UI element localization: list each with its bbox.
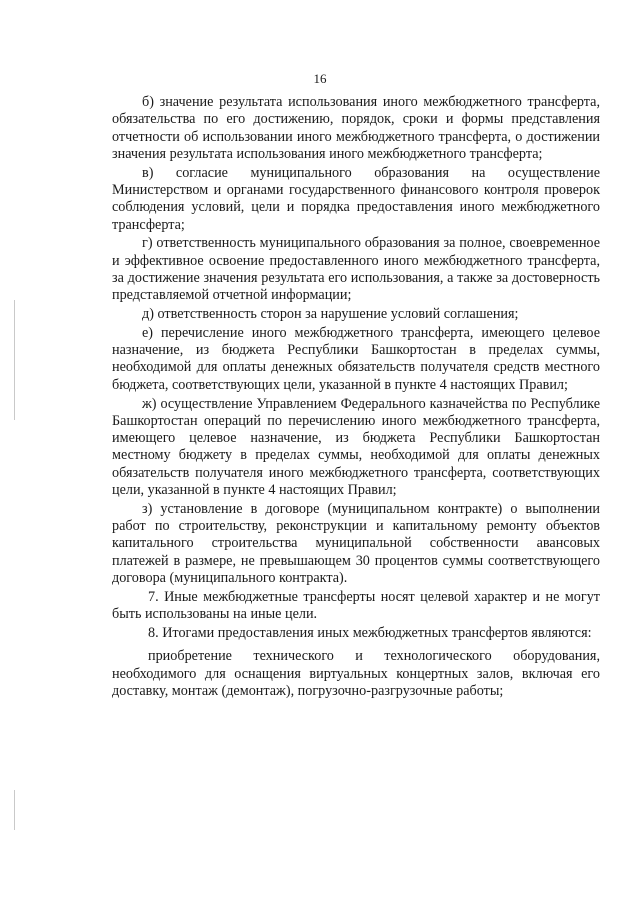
paragraph-b: б) значение результата использования иного межбюджетного трансферта, обязательства по его достижению, порядок, сроки и формы представления отчетности об использовании иного межбюджетного трансферта, о достижении значения результата использования иного межбюджетного трансферта; (112, 94, 600, 162)
paragraph-v: в) согласие муниципального образования на осуществление Министерством и органами государственного финансового контроля проверок соблюдения условий, цели и порядка предоставления иного межбюджетного трансферта; (112, 164, 600, 233)
paragraph-z: з) установление в договоре (муниципальном контракте) о выполнении работ по строительству, реконструкции и капитальному ремонту объектов капитального строительства муниципальной собственности авансовых платежей в размере, не превышающем 30 процентов суммы соответствующего договора (муниципального контракта). (112, 500, 600, 587)
paragraph-8-item: приобретение технического и технологического оборудования, необходимого для оснащения виртуальных концертных залов, включая его доставку, монтаж (демонтаж), погрузочно-разгрузочные работы; (112, 648, 600, 699)
scan-artifact (14, 300, 15, 420)
paragraph-e: е) перечисление иного межбюджетного трансферта, имеющего целевое назначение, из бюджета Республики Башкортостан в пределах суммы, необходимой для оплаты денежных обязательств получателя средств местного бюджета, соответствующих цели, указанной в пункте 4 настоящих Правил; (112, 324, 600, 393)
scan-artifact (14, 790, 15, 830)
document-body (112, 94, 600, 700)
paragraph-d: д) ответственность сторон за нарушение условий соглашения; (142, 306, 519, 323)
paragraph-g: г) ответственность муниципального образования за полное, своевременное и эффективное освоение предоставленного иного межбюджетного трансферта, за достижение значения результата его использования, а также за достоверность представляемой отчетной информации; (112, 235, 600, 304)
paragraph-8: 8. Итогами предоставления иных межбюджетных трансфертов являются: (148, 624, 592, 641)
paragraph-zh: ж) осуществление Управлением Федерального казначейства по Республике Башкортостан операций по перечислению иного межбюджетного трансферта, имеющего целевое назначение, из бюджета Республики Башкортостан местному бюджету в пределах суммы, необходимой для оплаты денежных обязательств получателя иного межбюджетного трансферта, соответствующих цели, указанной в пункте 4 настоящих Правил; (112, 395, 600, 499)
paragraph-7: 7. Иные межбюджетные трансферты носят целевой характер и не могут быть использованы на иные цели. (112, 588, 600, 623)
page-number: 16 (313, 71, 327, 86)
